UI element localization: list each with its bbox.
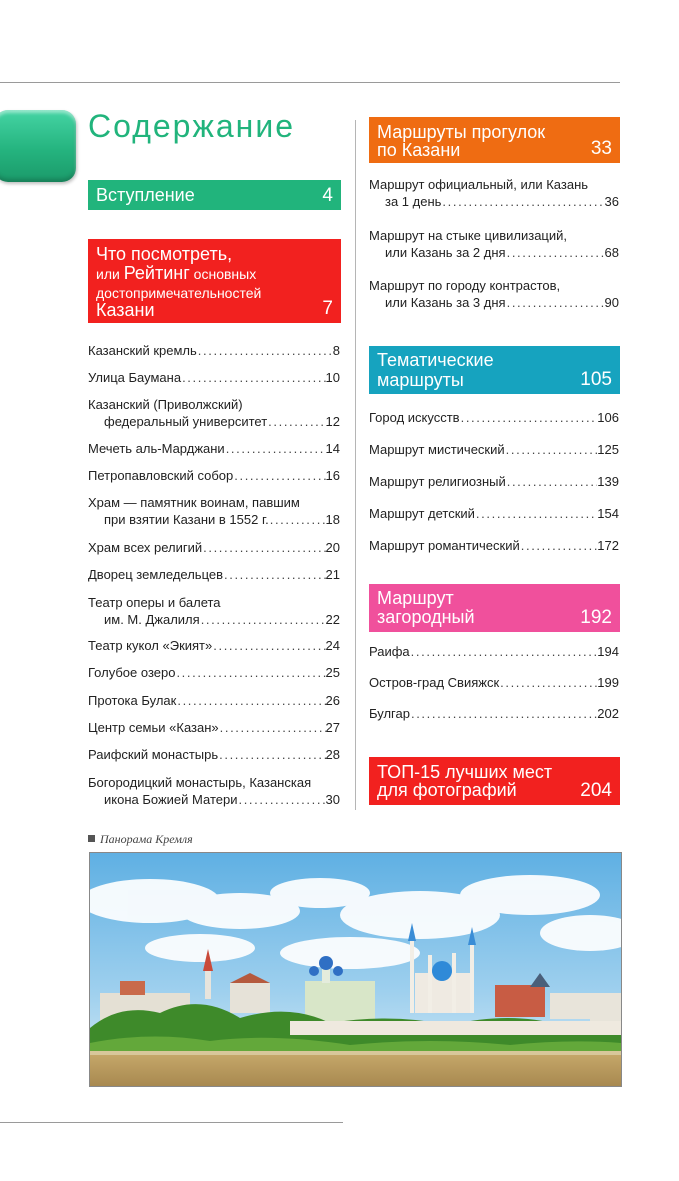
top15-line1: ТОП-15 лучших мест: [377, 762, 553, 782]
leader-dots: [218, 746, 325, 763]
toc-entry-title: Маршрут на стыке цивилизаций,: [369, 228, 568, 243]
leader-dots: [197, 342, 333, 359]
leader-dots: [223, 566, 326, 583]
toc-entry-title: Маршрут официальный, или Казань: [369, 177, 589, 192]
toc-entry-title: Храм — памятник воинам, павшим: [88, 495, 300, 510]
thematic-section-bar[interactable]: [369, 346, 620, 394]
thematic-page: 105: [580, 369, 612, 390]
what-to-see-line3: достопримечательностей: [96, 285, 262, 301]
thematic-line1: Тематические: [377, 350, 494, 370]
toc-entry-page: 36: [604, 194, 619, 209]
toc-entry[interactable]: [369, 441, 619, 458]
toc-entry[interactable]: [88, 692, 340, 709]
top15-section-bar[interactable]: [369, 757, 620, 805]
toc-entry-title: Мечеть аль-Марджани: [88, 441, 225, 456]
toc-entry[interactable]: [88, 746, 340, 763]
toc-entry-title: или Казань за 2 дня: [385, 245, 506, 260]
what-to-see-section-bar[interactable]: [88, 239, 341, 323]
leader-dots: [499, 674, 597, 691]
toc-entry-page: 106: [597, 410, 619, 425]
intro-label: Вступление: [96, 185, 195, 205]
toc-entry[interactable]: [369, 227, 619, 261]
thematic-line2: маршруты: [377, 370, 464, 390]
toc-entry-page: 18: [325, 512, 340, 527]
leader-dots: [410, 705, 597, 722]
toc-entry-page: 199: [597, 675, 619, 690]
toc-entry[interactable]: [88, 494, 340, 528]
toc-entry[interactable]: [88, 440, 340, 457]
toc-entry-page: 125: [597, 442, 619, 457]
toc-entry-page: 20: [325, 540, 340, 555]
what-to-see-line4: Казани: [96, 300, 155, 320]
country-section-bar[interactable]: [369, 584, 620, 632]
toc-entry-page: 154: [597, 506, 619, 521]
toc-entry-page: 8: [332, 343, 340, 358]
toc-entry[interactable]: [88, 396, 340, 430]
toc-entry[interactable]: [88, 594, 340, 628]
toc-entry[interactable]: [369, 643, 619, 660]
intro-section-bar[interactable]: [88, 180, 341, 210]
toc-entry-title: Маршрут религиозный: [369, 474, 506, 489]
toc-entry[interactable]: [369, 505, 619, 522]
walks-line1: Маршруты прогулок: [377, 122, 546, 142]
chapter-tab-decoration: [0, 110, 76, 182]
toc-entry-page: 68: [604, 245, 619, 260]
leader-dots: [233, 467, 325, 484]
top15-page: 204: [580, 780, 612, 801]
toc-entry-title: Маршрут мистический: [369, 442, 505, 457]
leader-dots: [506, 294, 605, 311]
toc-entry-title: Остров-град Свияжск: [369, 675, 500, 690]
toc-entry[interactable]: [369, 674, 619, 691]
toc-entry-title: Храм всех религий: [88, 540, 203, 555]
toc-entry-page: 26: [325, 693, 340, 708]
toc-entry[interactable]: [88, 566, 340, 583]
walks-section-bar[interactable]: [369, 117, 620, 163]
toc-entry[interactable]: [88, 664, 340, 681]
leader-dots: [506, 244, 605, 261]
toc-entry-title: федеральный университет: [104, 414, 268, 429]
photo-caption: Панорама Кремля: [88, 832, 193, 847]
toc-entry-page: 16: [325, 468, 340, 483]
toc-entry-title: Петропавловский собор: [88, 468, 234, 483]
toc-entry-page: 202: [597, 706, 619, 721]
caption-bullet-icon: [88, 835, 95, 842]
toc-entry-page: 25: [325, 665, 340, 680]
leader-dots: [181, 369, 325, 386]
page-title: Содержание: [88, 108, 296, 144]
leader-dots: [200, 611, 326, 628]
toc-entry-title: икона Божией Матери: [104, 792, 238, 807]
toc-entry-title: Маршрут романтический: [369, 538, 520, 553]
toc-entry-page: 27: [325, 720, 340, 735]
toc-entry-page: 12: [325, 414, 340, 429]
toc-entry-title: Центр семьи «Казан»: [88, 720, 219, 735]
toc-entry-title: Город искусств: [369, 410, 460, 425]
toc-entry-title: Маршрут детский: [369, 506, 475, 521]
toc-entry[interactable]: [369, 537, 619, 554]
country-line2: загородный: [377, 607, 475, 627]
toc-entry[interactable]: [88, 342, 340, 359]
leader-dots: [219, 719, 326, 736]
country-line1: Маршрут: [377, 588, 454, 608]
leader-dots: [520, 537, 598, 554]
toc-entry[interactable]: [88, 637, 340, 654]
toc-entry[interactable]: [369, 705, 619, 722]
toc-entry-page: 21: [325, 567, 340, 582]
what-to-see-line2: или Рейтинг основных: [96, 263, 257, 283]
toc-entry-page: 28: [325, 747, 340, 762]
toc-entry-page: 172: [597, 538, 619, 553]
toc-entry[interactable]: [369, 473, 619, 490]
toc-entry-page: 14: [325, 441, 340, 456]
toc-entry-page: 194: [597, 644, 619, 659]
leader-dots: [267, 413, 325, 430]
leader-dots: [212, 637, 325, 654]
toc-entry[interactable]: [88, 719, 340, 736]
walks-page: 33: [590, 138, 612, 159]
bottom-rule: [0, 1122, 343, 1123]
toc-entry[interactable]: [369, 409, 619, 426]
toc-entry-page: 139: [597, 474, 619, 489]
toc-entry-title: Раифа: [369, 644, 410, 659]
toc-entry[interactable]: [369, 176, 619, 210]
leader-dots: [176, 692, 325, 709]
leader-dots: [202, 539, 325, 556]
toc-entry[interactable]: [88, 467, 340, 484]
toc-entry-title: Протока Булак: [88, 693, 177, 708]
toc-entry-title: Дворец земледельцев: [88, 567, 224, 582]
leader-dots: [269, 511, 326, 528]
toc-entry[interactable]: [369, 277, 619, 311]
leader-dots: [506, 473, 598, 490]
toc-entry-page: 22: [325, 612, 340, 627]
toc-entry-title: Маршрут по городу контрастов,: [369, 278, 561, 293]
toc-entry-title: Голубое озеро: [88, 665, 176, 680]
column-divider: [355, 120, 356, 810]
toc-entry-page: 24: [325, 638, 340, 653]
kremlin-panorama-image: [89, 852, 622, 1087]
toc-entry[interactable]: [88, 539, 340, 556]
leader-dots: [175, 664, 325, 681]
toc-entry-title: Театр кукол «Экият»: [88, 638, 213, 653]
leader-dots: [441, 193, 604, 210]
toc-entry-title: при взятии Казани в 1552 г.: [104, 512, 269, 527]
leader-dots: [410, 643, 598, 660]
toc-entry-title: Улица Баумана: [88, 370, 182, 385]
toc-entry-title: Булгар: [369, 706, 410, 721]
toc-entry-title: или Казань за 3 дня: [385, 295, 506, 310]
panorama-illustration: [90, 853, 621, 1086]
leader-dots: [237, 791, 325, 808]
what-to-see-line1: Что посмотреть,: [96, 244, 233, 264]
leader-dots: [225, 440, 326, 457]
leader-dots: [475, 505, 597, 522]
toc-entry-title: Богородицкий монастырь, Казанская: [88, 775, 312, 790]
toc-entry-title: Раифский монастырь: [88, 747, 219, 762]
walks-line2: по Казани: [377, 140, 461, 160]
toc-entry-page: 90: [604, 295, 619, 310]
toc-entry-title: за 1 день: [385, 194, 442, 209]
top15-line2: для фотографий: [377, 780, 517, 800]
toc-entry[interactable]: [88, 369, 340, 386]
leader-dots: [505, 441, 598, 458]
country-page: 192: [580, 607, 612, 628]
leader-dots: [460, 409, 598, 426]
toc-entry-title: им. М. Джалиля: [104, 612, 200, 627]
top-rule: [0, 82, 620, 83]
toc-entry-title: Театр оперы и балета: [88, 595, 221, 610]
what-to-see-page: 7: [322, 298, 333, 319]
toc-entry-title: Казанский кремль: [88, 343, 197, 358]
intro-page: 4: [322, 185, 333, 206]
toc-entry[interactable]: [88, 774, 340, 808]
toc-entry-page: 10: [325, 370, 340, 385]
toc-entry-title: Казанский (Приволжский): [88, 397, 243, 412]
toc-entry-page: 30: [325, 792, 340, 807]
